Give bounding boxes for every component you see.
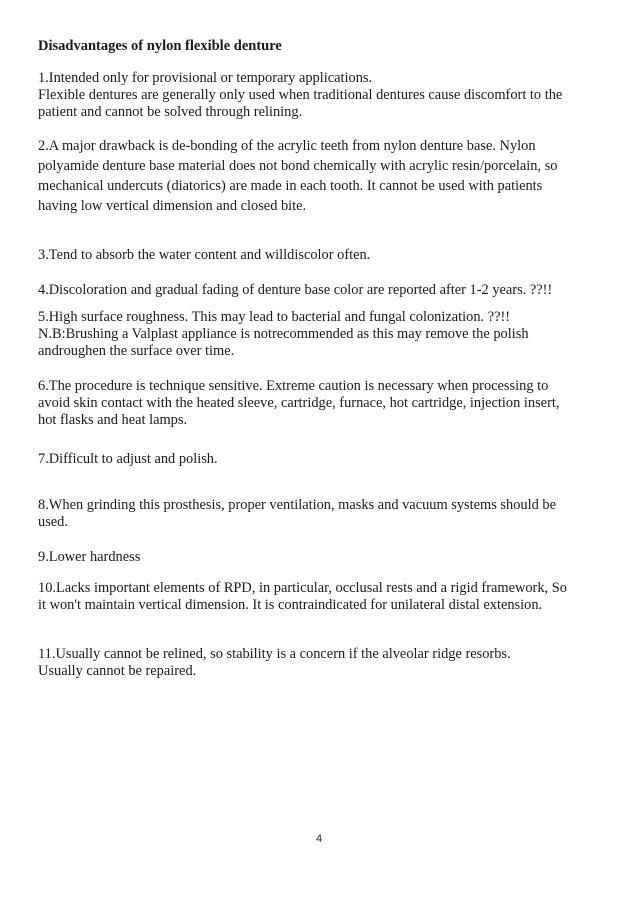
item-5	[38, 309, 603, 360]
page-number: 4	[315, 833, 323, 845]
item-2-line-2: polyamide denture base material does not bond chemically with acrylic resin/porcelain, so	[38, 158, 558, 174]
item-8-line-2: used.	[38, 514, 68, 530]
item-2-line-1: 2.A major drawback is de-bonding of the acrylic teeth from nylon denture base. Nylon	[38, 138, 536, 154]
item-7	[38, 451, 603, 468]
item-9	[38, 549, 603, 566]
item-9-line-1: 9.Lower hardness	[38, 549, 141, 565]
item-6-line-1: 6.The procedure is technique sensitive. Extreme caution is necessary when processing to	[38, 378, 549, 394]
item-11	[38, 646, 603, 680]
item-4-line-1: 4.Discoloration and gradual fading of denture base color are reported after 1-2 years. ??!!	[38, 282, 553, 298]
item-8-line-1: 8.When grinding this prosthesis, proper ventilation, masks and vacuum systems should be	[38, 497, 556, 513]
item-3-line-1: 3.Tend to absorb the water content and willdiscolor often.	[38, 247, 371, 263]
item-2-line-4: having low vertical dimension and closed bite.	[38, 198, 307, 214]
document-heading: Disadvantages of nylon flexible denture	[38, 38, 282, 54]
item-10-line-2: it won't maintain vertical dimension. It is contraindicated for unilateral distal extension.	[38, 597, 543, 613]
item-2-line-3: mechanical undercuts (diatorics) are made in each tooth. It cannot be used with patients	[38, 178, 543, 194]
item-3	[38, 247, 603, 264]
item-5-line-2: N.B:Brushing a Valplast appliance is notrecommended as this may remove the polish	[38, 326, 529, 342]
item-6	[38, 378, 603, 429]
item-1-line-3: patient and cannot be solved through relining.	[38, 104, 303, 120]
item-11-line-2: Usually cannot be repaired.	[38, 663, 197, 679]
item-10-line-1: 10.Lacks important elements of RPD, in particular, occlusal rests and a rigid framework, So	[38, 580, 567, 596]
item-1-line-2: Flexible dentures are generally only used when traditional dentures cause discomfort to the	[38, 87, 563, 103]
item-2	[38, 136, 603, 216]
item-1-line-1: 1.Intended only for provisional or temporary applications.	[38, 70, 373, 86]
item-5-line-3: androughen the surface over time.	[38, 343, 235, 359]
item-1	[38, 70, 603, 121]
item-10	[38, 580, 603, 614]
item-6-line-3: hot flasks and heat lamps.	[38, 412, 188, 428]
item-6-line-2: avoid skin contact with the heated sleeve, cartridge, furnace, hot cartridge, injection insert,	[38, 395, 560, 411]
item-7-line-1: 7.Difficult to adjust and polish.	[38, 451, 218, 467]
item-11-line-1: 11.Usually cannot be relined, so stability is a concern if the alveolar ridge resorbs.	[38, 646, 511, 662]
item-4	[38, 282, 603, 299]
item-5-line-1: 5.High surface roughness. This may lead to bacterial and fungal colonization. ??!!	[38, 309, 511, 325]
item-8	[38, 497, 603, 531]
